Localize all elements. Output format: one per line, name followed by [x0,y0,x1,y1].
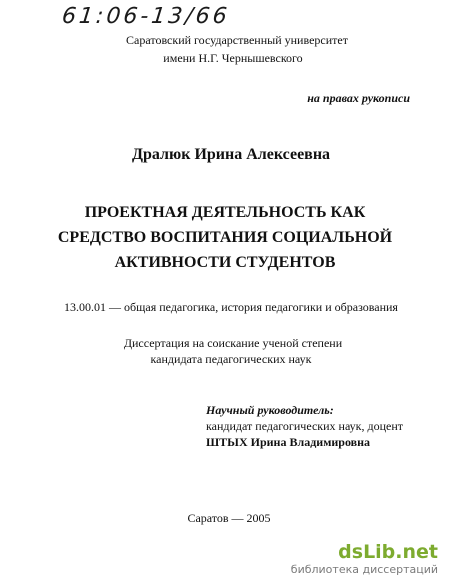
supervisor-label: Научный руководитель: [206,403,334,417]
watermark-subtitle: библиотека диссертаций [290,563,438,576]
archive-code-handwritten: 61:06-13/66 [60,4,232,29]
watermark-logo [291,542,438,562]
dissertation-title [0,200,450,275]
supervisor-block [206,402,403,450]
title-line: СРЕДСТВО ВОСПИТАНИЯ СОЦИАЛЬНОЙ [57,229,393,246]
title-line: ПРОЕКТНАЯ ДЕЯТЕЛЬНОСТЬ КАК [84,204,366,221]
university-name: Саратовский государственный университет [126,33,348,47]
supervisor-position: кандидат педагогических наук, доцент [206,419,404,433]
title-line: АКТИВНОСТИ СТУДЕНТОВ [114,254,336,271]
degree-line: кандидата педагогических наук [150,352,312,366]
author-name: Дралюк Ирина Алексеевна [131,146,331,163]
supervisor-name: ШТЫХ Ирина Владимировна [206,435,371,449]
university-named-after: имени Н.Г. Чернышевского [163,51,303,65]
specialty-code: 13.00.01 — общая педагогика, история педагогики и образования [64,300,398,314]
watermark-logo-text: dsLib.net [338,541,438,563]
dslib-watermark[interactable] [291,542,438,576]
degree-line: Диссертация на соискание ученой степени [123,336,343,350]
city-year: Саратов — 2005 [187,511,271,525]
manuscript-rights-note: на правах рукописи [307,91,410,105]
